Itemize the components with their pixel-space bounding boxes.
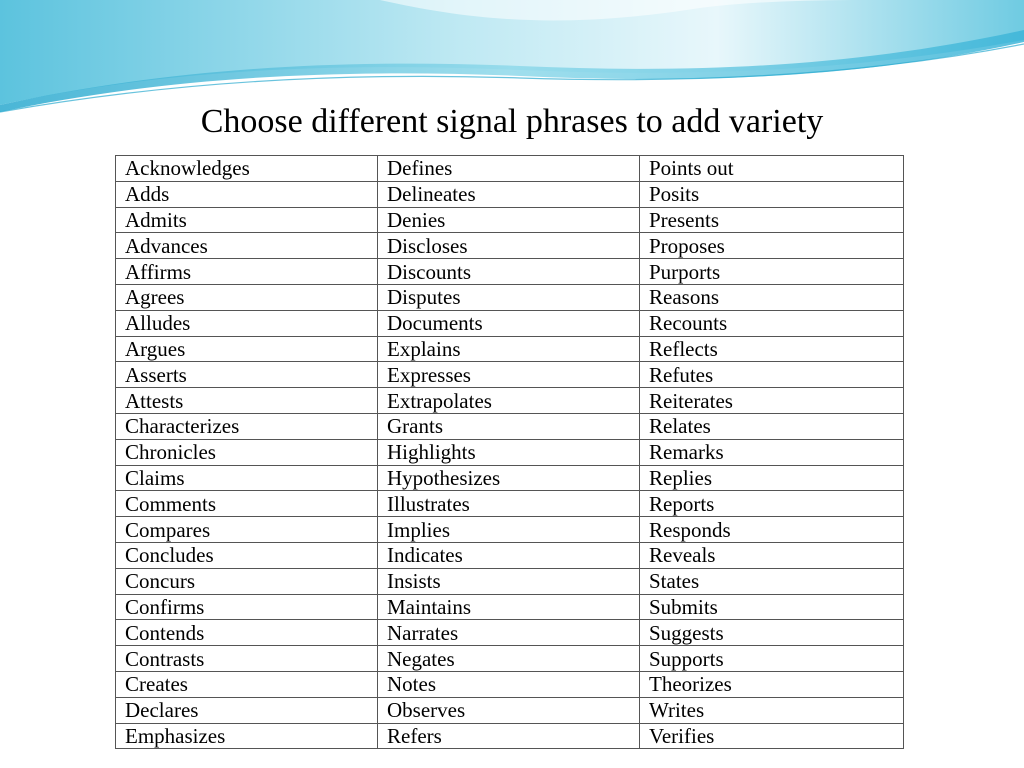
table-row xyxy=(116,594,904,620)
table-cell: Observes xyxy=(378,697,640,723)
table-cell: Presents xyxy=(640,207,904,233)
table-cell: Reveals xyxy=(640,542,904,568)
table-cell: Relates xyxy=(640,413,904,439)
signal-phrases-table xyxy=(115,155,904,749)
table-cell: Negates xyxy=(378,646,640,672)
table-cell: Compares xyxy=(116,517,378,543)
table-cell: Contrasts xyxy=(116,646,378,672)
table-cell: Declares xyxy=(116,697,378,723)
table-cell: Purports xyxy=(640,259,904,285)
table-cell: Points out xyxy=(640,156,904,182)
table-cell: Chronicles xyxy=(116,439,378,465)
table-row xyxy=(116,491,904,517)
table-row xyxy=(116,671,904,697)
table-row xyxy=(116,542,904,568)
table-cell: Supports xyxy=(640,646,904,672)
table-cell: Admits xyxy=(116,207,378,233)
table-cell: Delineates xyxy=(378,181,640,207)
table-cell: Discloses xyxy=(378,233,640,259)
table-cell: Proposes xyxy=(640,233,904,259)
slide-title: Choose different signal phrases to add variety xyxy=(200,103,824,140)
table-row xyxy=(116,233,904,259)
table-cell: Narrates xyxy=(378,620,640,646)
signal-phrases-table-wrapper xyxy=(115,155,903,749)
table-row xyxy=(116,362,904,388)
table-cell: Hypothesizes xyxy=(378,465,640,491)
table-cell: Disputes xyxy=(378,284,640,310)
table-cell: Concludes xyxy=(116,542,378,568)
table-row xyxy=(116,413,904,439)
table-cell: Confirms xyxy=(116,594,378,620)
table-cell: Reflects xyxy=(640,336,904,362)
table-body xyxy=(116,156,904,749)
table-row xyxy=(116,388,904,414)
table-row xyxy=(116,181,904,207)
table-row xyxy=(116,310,904,336)
table-cell: Comments xyxy=(116,491,378,517)
table-cell: Implies xyxy=(378,517,640,543)
table-cell: Verifies xyxy=(640,723,904,749)
table-cell: Refutes xyxy=(640,362,904,388)
table-cell: Explains xyxy=(378,336,640,362)
table-cell: Concurs xyxy=(116,568,378,594)
table-cell: Writes xyxy=(640,697,904,723)
table-cell: Attests xyxy=(116,388,378,414)
table-row xyxy=(116,259,904,285)
table-row xyxy=(116,517,904,543)
table-cell: Theorizes xyxy=(640,671,904,697)
table-cell: Remarks xyxy=(640,439,904,465)
table-row xyxy=(116,336,904,362)
table-row xyxy=(116,568,904,594)
table-cell: Contends xyxy=(116,620,378,646)
table-cell: Notes xyxy=(378,671,640,697)
table-cell: Characterizes xyxy=(116,413,378,439)
table-cell: Expresses xyxy=(378,362,640,388)
table-cell: Alludes xyxy=(116,310,378,336)
table-cell: Emphasizes xyxy=(116,723,378,749)
table-cell: Advances xyxy=(116,233,378,259)
table-cell: Recounts xyxy=(640,310,904,336)
table-row xyxy=(116,646,904,672)
table-row xyxy=(116,156,904,182)
table-cell: Posits xyxy=(640,181,904,207)
table-cell: Adds xyxy=(116,181,378,207)
table-row xyxy=(116,697,904,723)
table-cell: Agrees xyxy=(116,284,378,310)
table-row xyxy=(116,284,904,310)
table-row xyxy=(116,207,904,233)
table-cell: Documents xyxy=(378,310,640,336)
table-cell: Asserts xyxy=(116,362,378,388)
table-cell: Maintains xyxy=(378,594,640,620)
table-cell: Claims xyxy=(116,465,378,491)
table-cell: States xyxy=(640,568,904,594)
table-cell: Submits xyxy=(640,594,904,620)
table-row xyxy=(116,620,904,646)
table-cell: Extrapolates xyxy=(378,388,640,414)
table-cell: Creates xyxy=(116,671,378,697)
table-cell: Suggests xyxy=(640,620,904,646)
table-cell: Reiterates xyxy=(640,388,904,414)
table-cell: Refers xyxy=(378,723,640,749)
table-cell: Indicates xyxy=(378,542,640,568)
table-row xyxy=(116,723,904,749)
table-cell: Insists xyxy=(378,568,640,594)
table-cell: Replies xyxy=(640,465,904,491)
table-cell: Argues xyxy=(116,336,378,362)
table-row xyxy=(116,439,904,465)
table-cell: Affirms xyxy=(116,259,378,285)
table-cell: Discounts xyxy=(378,259,640,285)
table-cell: Responds xyxy=(640,517,904,543)
table-cell: Reasons xyxy=(640,284,904,310)
table-cell: Reports xyxy=(640,491,904,517)
table-cell: Defines xyxy=(378,156,640,182)
table-cell: Acknowledges xyxy=(116,156,378,182)
table-cell: Grants xyxy=(378,413,640,439)
table-cell: Illustrates xyxy=(378,491,640,517)
table-cell: Denies xyxy=(378,207,640,233)
table-cell: Highlights xyxy=(378,439,640,465)
table-row xyxy=(116,465,904,491)
